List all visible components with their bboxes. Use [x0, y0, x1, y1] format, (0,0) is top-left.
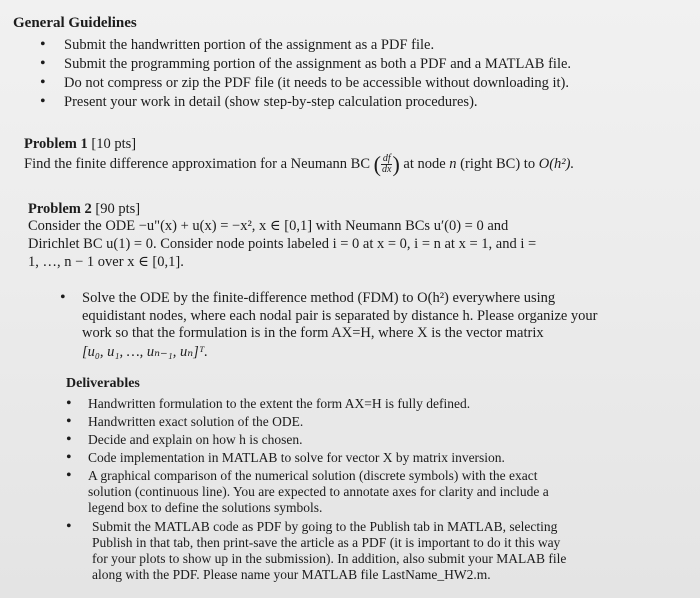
- frac-denominator: dx: [381, 164, 392, 176]
- deliverable-item-cont: solution (continuous line). You are expected to annotate axes for clarity and include a: [88, 484, 549, 499]
- deliverable-item: Handwritten formulation to the extent the form AX=H is fully defined.: [88, 396, 471, 411]
- problem1-statement: Find the finite difference approximation for a Neumann BC ( $\frac{df}{dx}$ ) at node n (right BC) to O(h²).: [24, 151, 575, 177]
- problem2-task-line: work so that the formulation is in the form AX=H, where X is the vector matrix: [82, 325, 544, 341]
- bullet-icon: •: [66, 467, 72, 484]
- deliverable-item: Decide and explain on how h is chosen.: [88, 432, 303, 447]
- bullet-icon: •: [66, 431, 72, 448]
- bullet-icon: •: [40, 74, 46, 91]
- problem2-title: Problem 2: [28, 201, 92, 217]
- guideline-item: Submit the programming portion of the assignment as both a PDF and a MATLAB file.: [64, 56, 572, 72]
- bullet-icon: •: [66, 413, 72, 430]
- guideline-item: Do not compress or zip the PDF file (it needs to be accessible without downloading it).: [64, 75, 569, 91]
- solution-vector: [u₀, u₁, …, uₙ₋₁, uₙ]ᵀ.: [82, 344, 208, 360]
- guideline-item: Submit the handwritten portion of the assignment as a PDF file.: [64, 37, 435, 53]
- deliverable-item-cont: for your plots to show up in the submission). In addition, also submit your MALAB file: [92, 551, 567, 566]
- deliverable-item-cont: Publish in that tab, then print-save the article as a PDF (it is important to do it this way: [92, 535, 561, 550]
- problem2-task-line: equidistant nodes, where each nodal pair is separated by distance h. Please organize your: [82, 308, 598, 324]
- deliverables-title: Deliverables: [66, 376, 140, 391]
- deliverable-item: Submit the MATLAB code as PDF by going to the Publish tab in MATLAB, selecting: [92, 519, 558, 534]
- deliverable-item: Code implementation in MATLAB to solve for vector X by matrix inversion.: [88, 450, 505, 465]
- bullet-icon: •: [40, 55, 46, 72]
- bullet-icon: •: [66, 518, 72, 535]
- problem1-text-tail: (right BC) to: [460, 156, 536, 172]
- deliverable-item: Handwritten exact solution of the ODE.: [88, 414, 304, 429]
- problem2-task-line: Solve the ODE by the finite-difference method (FDM) to O(h²) everywhere using: [82, 290, 556, 306]
- bullet-icon: •: [66, 449, 72, 466]
- bullet-icon: •: [60, 289, 66, 306]
- deliverable-item-cont: legend box to define the solutions symbols.: [88, 500, 323, 515]
- deliverable-item-cont: along with the PDF. Please name your MATLAB file LastName_HW2.m.: [92, 567, 491, 582]
- problem1-text-after: at node: [403, 156, 446, 172]
- problem1-title: Problem 1: [24, 136, 88, 152]
- bullet-icon: •: [66, 395, 72, 412]
- problem1-pts: [10 pts]: [91, 136, 137, 152]
- problem2-line: Consider the ODE −u"(x) + u(x) = −x², x ∈ [0,1] with Neumann BCs u′(0) = 0 and: [28, 218, 509, 234]
- derivative-fraction: [381, 154, 392, 175]
- bullet-icon: •: [40, 93, 46, 110]
- frac-numerator: df: [382, 153, 391, 165]
- problem1-text-before: Find the finite difference approximation for a Neumann BC: [24, 156, 371, 172]
- problem2-heading: [28, 201, 140, 218]
- problem2-pts: [90 pts]: [95, 201, 141, 217]
- guidelines-title: General Guidelines: [13, 15, 137, 31]
- problem2-line: 1, …, n − 1 over x ∈ [0,1].: [28, 254, 184, 270]
- problem1-order: O(h²).: [538, 156, 575, 172]
- deliverable-item: A graphical comparison of the numerical solution (discrete symbols) with the exact: [88, 468, 538, 483]
- bullet-icon: •: [40, 36, 46, 53]
- guideline-item: Present your work in detail (show step-by-step calculation procedures).: [64, 94, 478, 110]
- problem1-node: n: [449, 156, 457, 172]
- problem2-line: Dirichlet BC u(1) = 0. Consider node points labeled i = 0 at x = 0, i = n at x = 1, and i =: [28, 236, 537, 252]
